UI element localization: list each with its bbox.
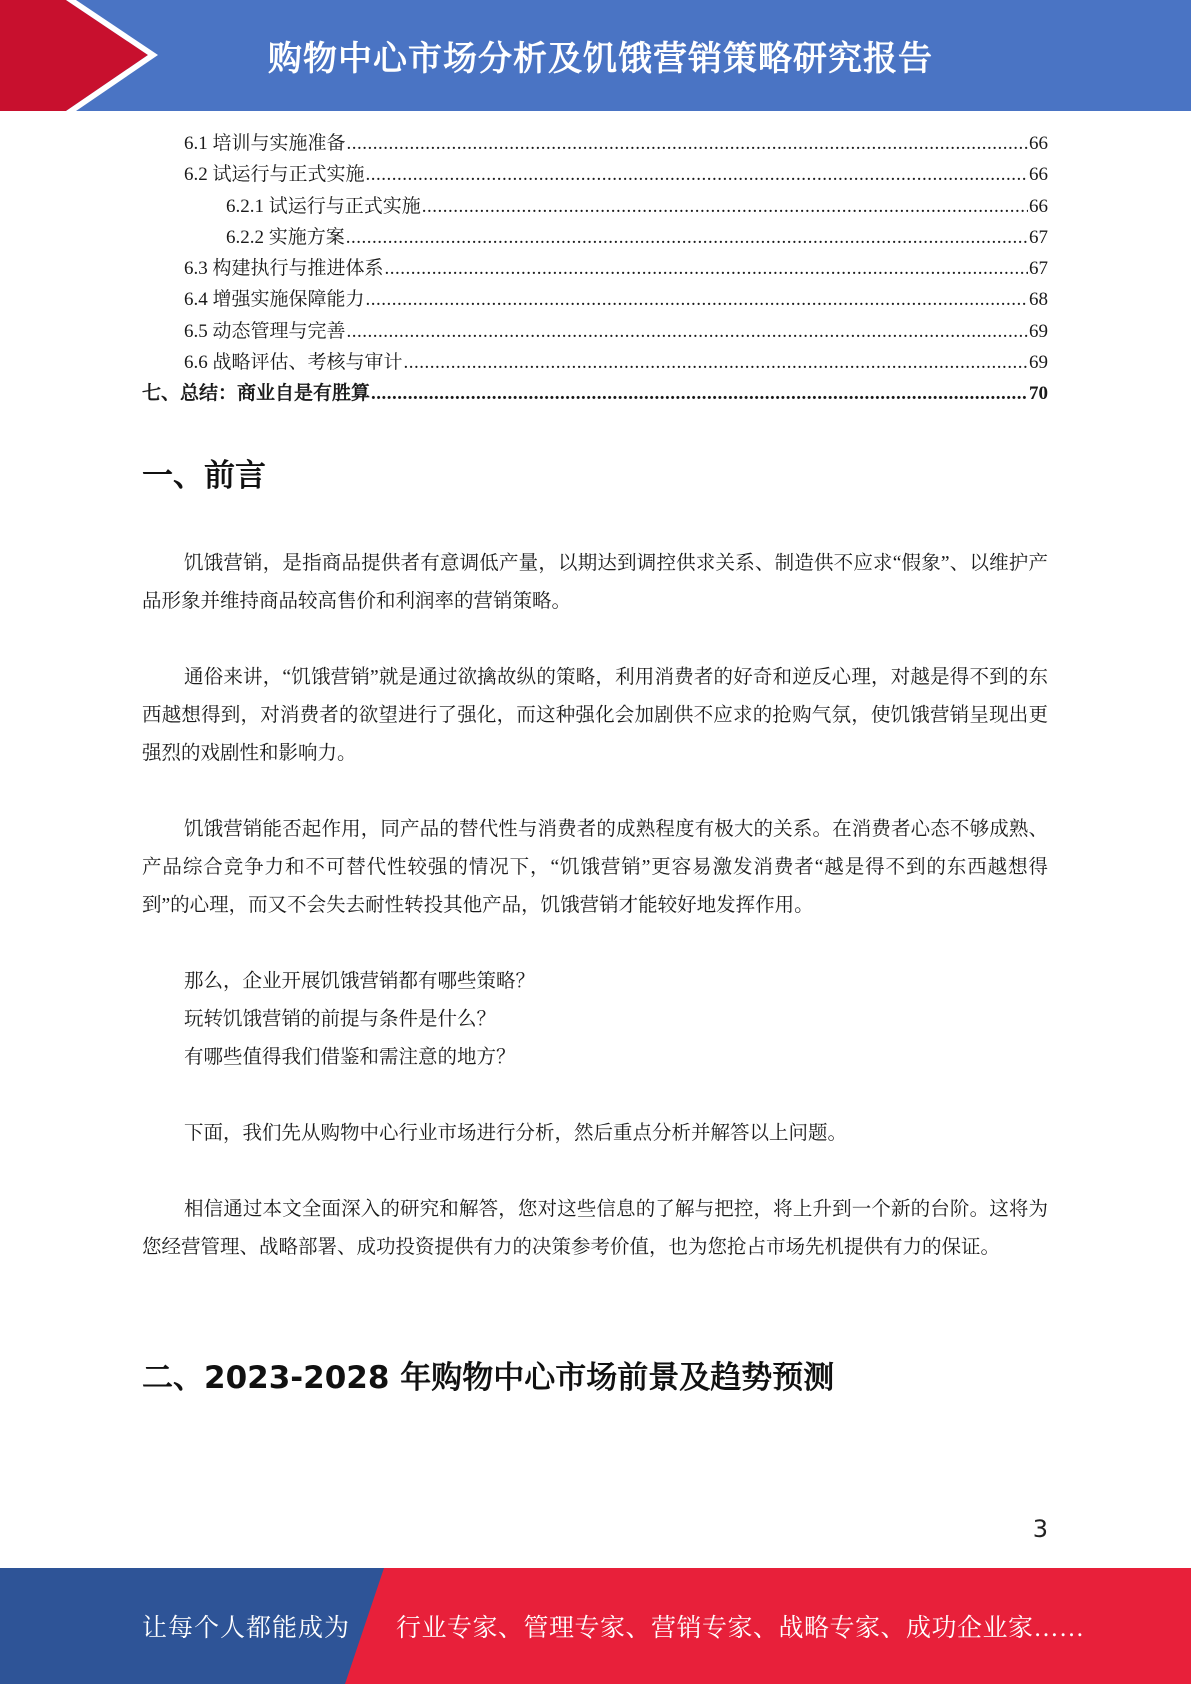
toc-entry[interactable] [142,222,1048,253]
toc-entry-label: 6.1 培训与实施准备 [184,133,346,154]
toc-entry-label: 6.2.2 实施方案 [226,226,345,248]
question-line: 有哪些值得我们借鉴和需注意的地方？ [184,1047,516,1068]
toc-entry[interactable] [142,128,1048,159]
toc-leader [366,159,1028,190]
body-paragraph: 下面，我们先从购物中心行业市场进行分析，然后重点分析并解答以上问题。 [184,1123,848,1144]
footer-slogan-right: 行业专家、管理专家、营销专家、战略专家、成功企业家…… [396,1615,1085,1642]
toc-entry[interactable] [142,378,1048,409]
toc-leader [371,378,1028,409]
body-paragraph: 饥饿营销，是指商品提供者有意调低产量，以期达到调控供求关系、制造供不应求“假象”、以维护产品形象并维持商品较高售价和利润率的营销策略。 [142,553,1048,612]
section-heading-forecast: 二、2023-2028 年购物中心市场前景及趋势预测 [142,1360,835,1396]
toc-entry-page: 68 [1029,289,1048,311]
toc-leader [366,284,1028,315]
toc-entry-page: 69 [1029,352,1048,374]
toc-entry[interactable] [142,284,1048,315]
toc-entry-page: 67 [1029,258,1048,280]
toc-entry[interactable] [142,316,1048,347]
toc-entry-page: 67 [1029,226,1048,248]
toc-entry-page: 66 [1029,195,1048,217]
toc-entry-label: 6.3 构建执行与推进体系 [184,258,384,280]
body-paragraph: 通俗来讲，“饥饿营销”就是通过欲擒故纵的策略，利用消费者的好奇和逆反心理，对越是得不到的东西越想得到，对消费者的欲望进行了强化，而这种强化会加剧供不应求的抢购气氛，使饥饿营销呈现出更强烈的戏剧性和影响力。 [142,667,1048,764]
toc-entry-label: 6.2.1 试运行与正式实施 [226,195,421,217]
toc-entry[interactable] [142,159,1048,190]
toc-entry[interactable] [142,253,1048,284]
toc-entry-page: 66 [1029,133,1048,154]
toc-entry-page: 66 [1029,164,1048,186]
toc-entry-label: 6.2 试运行与正式实施 [184,164,365,186]
toc-leader [346,222,1028,253]
toc-leader [385,253,1028,284]
page-header [0,0,1191,111]
toc-entry-page: 69 [1029,320,1048,342]
question-line: 玩转饥饿营销的前提与条件是什么？ [184,1009,497,1030]
report-title: 购物中心市场分析及饥饿营销策略研究报告 [268,39,933,79]
toc-entry-page: 70 [1029,383,1048,405]
table-of-contents [142,128,1048,410]
footer-slogan-left: 让每个人都能成为 [142,1615,351,1642]
toc-leader [347,128,1028,159]
toc-leader [347,316,1028,347]
section-heading-preface: 一、前言 [142,458,266,494]
toc-entry-label: 6.4 增强实施保障能力 [184,289,365,311]
toc-leader [422,191,1028,222]
toc-entry-label: 6.6 战略评估、考核与审计 [184,352,403,374]
page-footer [0,1568,1191,1684]
toc-entry[interactable] [142,347,1048,378]
body-paragraph: 相信通过本文全面深入的研究和解答，您对这些信息的了解与把控，将上升到一个新的台阶。这将为您经营管理、战略部署、成功投资提供有力的决策参考价值，也为您抢占市场先机提供有力的保证。 [142,1199,1048,1258]
body-paragraph: 饥饿营销能否起作用，同产品的替代性与消费者的成熟程度有极大的关系。在消费者心态不够成熟、产品综合竞争力和不可替代性较强的情况下，“饥饿营销”更容易激发消费者“越是得不到的东西越想得到”的心理，而又不会失去耐性转投其他产品，饥饿营销才能较好地发挥作用。 [142,819,1048,916]
toc-entry-label: 6.5 动态管理与完善 [184,320,346,342]
page-number: 3 [1032,1515,1048,1543]
toc-entry-label: 七、总结：商业自是有胜算 [142,383,371,405]
question-line: 那么，企业开展饥饿营销都有哪些策略？ [184,971,536,992]
toc-entry[interactable] [142,191,1048,222]
toc-leader [404,347,1028,378]
